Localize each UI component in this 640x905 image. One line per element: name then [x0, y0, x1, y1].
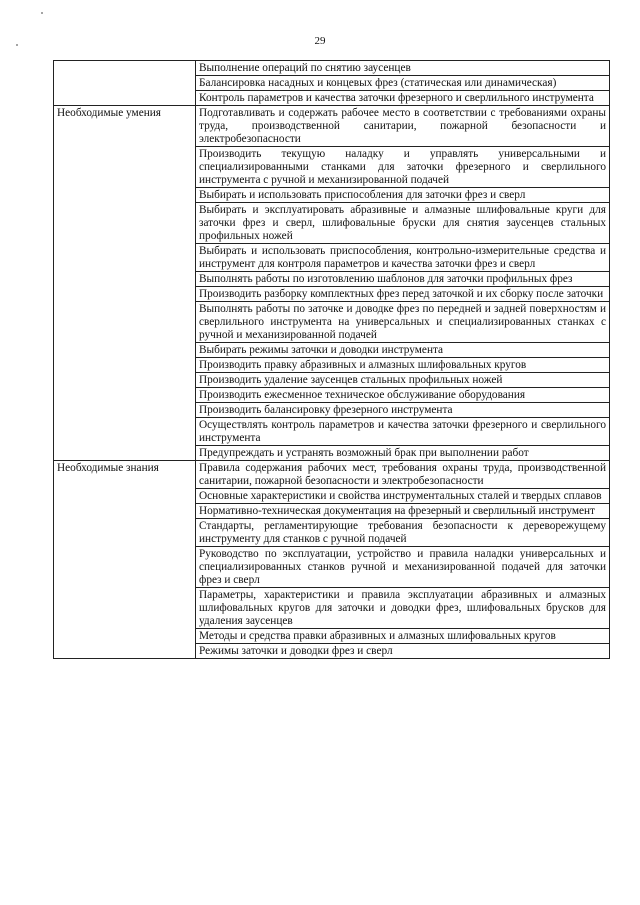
requirement-item: Производить текущую наладку и управлять универсальными и специализированными станками для заточки фрезерного и сверлильного инструмента с ручной и механизированной подачей: [196, 147, 610, 188]
requirement-item: Выполнять работы по изготовлению шаблонов для заточки профильных фрез: [196, 272, 610, 287]
requirements-table-body: [54, 61, 610, 659]
requirement-item: Выбирать режимы заточки и доводки инструмента: [196, 343, 610, 358]
requirement-item: Руководство по эксплуатации, устройство и правила наладки универсальных и специализированных станков ручной и механизированной подачей для заточки фрез и сверл: [196, 547, 610, 588]
requirement-item: Правила содержания рабочих мест, требования охраны труда, производственной санитарии, пожарной безопасности и электробезопасности: [196, 461, 610, 489]
requirement-item: Производить балансировку фрезерного инструмента: [196, 403, 610, 418]
scan-speck: [41, 12, 43, 14]
requirement-item: Производить правку абразивных и алмазных шлифовальных кругов: [196, 358, 610, 373]
requirement-item: Нормативно-техническая документация на фрезерный и сверлильный инструмент: [196, 504, 610, 519]
requirement-item: Осуществлять контроль параметров и качества заточки фрезерного и сверлильного инструмента: [196, 418, 610, 446]
requirement-item: Выбирать и использовать приспособления, контрольно-измерительные средства и инструмент для контроля параметров и качества заточки фрез и сверл: [196, 244, 610, 272]
page-number: 29: [314, 35, 326, 47]
table-row: [54, 461, 610, 489]
requirement-item: Основные характеристики и свойства инструментальных сталей и твердых сплавов: [196, 489, 610, 504]
requirement-item: Производить разборку комплектных фрез перед заточкой и их сборку после заточки: [196, 287, 610, 302]
section-label: Необходимые знания: [54, 461, 196, 659]
requirement-item: Производить удаление заусенцев стальных профильных ножей: [196, 373, 610, 388]
table-row: [54, 61, 610, 76]
section-label: [54, 61, 196, 106]
scan-speck: [16, 44, 18, 46]
requirement-item: Методы и средства правки абразивных и алмазных шлифовальных кругов: [196, 629, 610, 644]
table-row: [54, 106, 610, 147]
requirement-item: Параметры, характеристики и правила эксплуатации абразивных и алмазных шлифовальных кругов для заточки и доводки фрез, шлифовальных брусков для удаления заусенцев: [196, 588, 610, 629]
section-label: Необходимые умения: [54, 106, 196, 461]
requirement-item: Выполнять работы по заточке и доводке фрез по передней и задней поверхностям и сверлильного инструмента на универсальных и специализированных станках с ручной и механизированной подачей: [196, 302, 610, 343]
requirement-item: Стандарты, регламентирующие требования безопасности к дереворежущему инструменту для станков с ручной подачей: [196, 519, 610, 547]
requirement-item: Выполнение операций по снятию заусенцев: [196, 61, 610, 76]
requirement-item: Выбирать и использовать приспособления для заточки фрез и сверл: [196, 188, 610, 203]
requirement-item: Выбирать и эксплуатировать абразивные и алмазные шлифовальные круги для заточки фрез и сверл, шлифовальные бруски для снятия заусенцев стальных профильных ножей: [196, 203, 610, 244]
requirement-item: Производить ежесменное техническое обслуживание оборудования: [196, 388, 610, 403]
requirement-item: Балансировка насадных и концевых фрез (статическая или динамическая): [196, 76, 610, 91]
requirement-item: Контроль параметров и качества заточки фрезерного и сверлильного инструмента: [196, 91, 610, 106]
requirement-item: Предупреждать и устранять возможный брак при выполнении работ: [196, 446, 610, 461]
requirement-item: Подготавливать и содержать рабочее место в соответствии с требованиями охраны труда, производственной санитарии, пожарной безопасности и электробезопасности: [196, 106, 610, 147]
requirement-item: Режимы заточки и доводки фрез и сверл: [196, 644, 610, 659]
requirements-table: [53, 60, 610, 659]
